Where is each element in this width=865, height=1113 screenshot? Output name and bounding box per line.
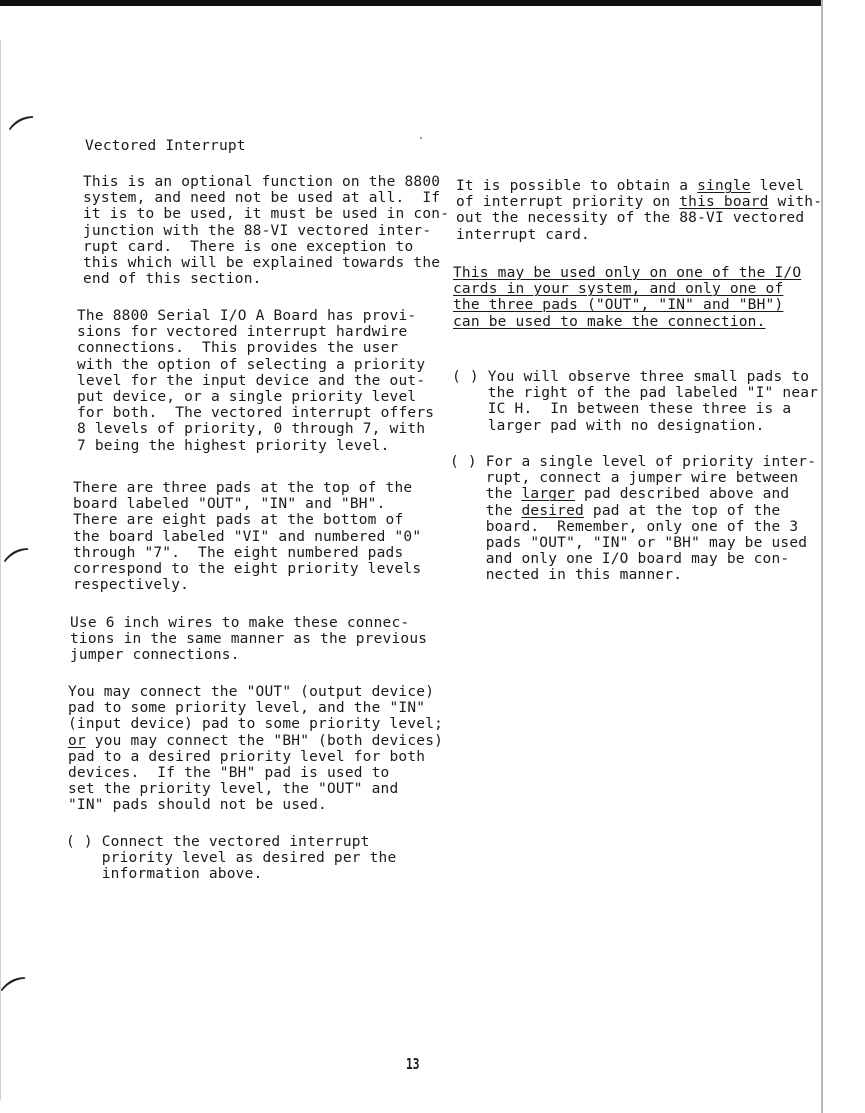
text-line: The 8800 Serial I/O A Board has provi- (77, 308, 417, 324)
text-line: 7 being the highest priority level. (77, 437, 390, 454)
speck (420, 137, 422, 139)
emphasis-this-board: this board (679, 194, 769, 211)
text-line: the (450, 502, 522, 519)
text-line: put device, or a single priority level (77, 389, 417, 406)
page-number: 13 (406, 1055, 420, 1073)
text-line: (input device) pad to some priority level; (68, 716, 444, 733)
text-line: pad to a desired priority level for both (68, 748, 426, 765)
text-line: can be used to make the connection. (453, 313, 766, 330)
right-step-2 (450, 454, 816, 584)
text-line: ( ) Connect the vectored interrupt (66, 834, 370, 850)
text-line: board labeled "OUT", "IN" and "BH". (73, 496, 386, 513)
text-line: This is an optional function on the 8800 (83, 174, 441, 190)
text-line: rupt, connect a jumper wire between (450, 470, 799, 487)
text-line: sions for vectored interrupt hardwire (77, 324, 408, 341)
emphasis-single: single (697, 178, 751, 194)
text-line: cards in your system, and only one of (453, 281, 784, 298)
text-line: pads "OUT", "IN" or "BH" may be used (450, 535, 808, 552)
text-line: There are three pads at the top of the (73, 480, 413, 496)
text-line: set the priority level, the "OUT" and (68, 781, 399, 798)
text-line: larger pad with no designation. (452, 417, 765, 434)
text-line: pad described above and (575, 486, 790, 503)
top-border (0, 0, 823, 6)
text-line: you may connect the "BH" (both devices) (85, 732, 444, 749)
text-line: pad to some priority level, and the "IN" (68, 700, 426, 717)
text-line: priority level as desired per the (66, 850, 397, 867)
text-line: rupt card. There is one exception to (83, 238, 414, 255)
text-line: the board labeled "VI" and numbered "0" (73, 528, 422, 545)
text-line: the right of the pad labeled "I" near (452, 385, 819, 402)
text-line: with the option of selecting a priority (77, 356, 426, 373)
text-line: pad at the top of the (583, 502, 781, 519)
text-line: and only one I/O board may be con- (450, 551, 790, 568)
section-heading: Vectored Interrupt (85, 138, 246, 154)
text-line: ( ) For a single level of priority inter- (450, 454, 817, 470)
text-line: end of this section. (83, 271, 262, 288)
binder-hole-icon: ⁀ (8, 114, 47, 157)
text-line: system, and need not be used at all. If (83, 190, 441, 207)
text-line: for both. The vectored interrupt offers (77, 405, 435, 422)
text-line: There are eight pads at the bottom of (73, 512, 404, 529)
text-line: "IN" pads should not be used. (68, 797, 327, 814)
text-line: interrupt card. (456, 226, 590, 243)
text-line: This may be used only on one of the I/O (453, 265, 802, 281)
text-line: IC H. In between these three is a (452, 401, 792, 418)
text-line: board. Remember, only one of the 3 (450, 518, 799, 535)
text-line: this which will be explained towards the (83, 255, 441, 272)
text-line: level (750, 178, 805, 194)
text-line: out the necessity of the 88-VI vectored (456, 210, 805, 227)
text-line: You may connect the "OUT" (output device) (68, 684, 435, 700)
right-paragraph-1 (456, 178, 822, 243)
emphasis-desired: desired (521, 502, 584, 519)
left-paragraph-4 (70, 615, 427, 664)
text-line: correspond to the eight priority levels (73, 561, 422, 578)
binder-hole-icon: ⁀ (3, 546, 42, 589)
text-line: it is to be used, it must be used in con- (83, 206, 450, 223)
text-line: with- (768, 194, 823, 211)
right-page-edge (821, 0, 823, 1113)
text-line: It is possible to obtain a (456, 178, 698, 194)
left-paragraph-5 (68, 684, 443, 814)
text-line: 8 levels of priority, 0 through 7, with (77, 421, 426, 438)
text-line: ( ) You will observe three small pads to (452, 369, 810, 385)
binder-hole-icon: ⁀ (0, 975, 39, 1018)
text-line: the three pads ("OUT", "IN" and "BH") (453, 297, 784, 314)
text-line: the (450, 486, 522, 503)
left-paragraph-3 (73, 480, 421, 593)
text-line: jumper connections. (70, 647, 240, 664)
right-underlined-note (453, 265, 801, 330)
text-line: through "7". The eight numbered pads (73, 544, 404, 561)
text-line: information above. (66, 866, 263, 883)
text-line: tions in the same manner as the previous (70, 631, 428, 648)
text-line: connections. This provides the user (77, 340, 399, 357)
left-paragraph-2 (77, 308, 434, 454)
left-paragraph-1 (83, 174, 449, 287)
text-line: respectively. (73, 577, 190, 594)
text-line: Use 6 inch wires to make these connec- (70, 615, 410, 631)
emphasis-or: or (68, 732, 86, 749)
emphasis-larger: larger (521, 486, 576, 503)
text-line: devices. If the "BH" pad is used to (68, 765, 390, 782)
text-line: of interrupt priority on (456, 194, 680, 211)
text-line: nected in this manner. (450, 567, 683, 584)
text-line: junction with the 88-VI vectored inter- (83, 222, 432, 239)
left-step-1 (66, 834, 396, 883)
text-line: level for the input device and the out- (77, 372, 426, 389)
right-step-1 (452, 369, 818, 434)
left-page-edge (0, 40, 1, 1100)
